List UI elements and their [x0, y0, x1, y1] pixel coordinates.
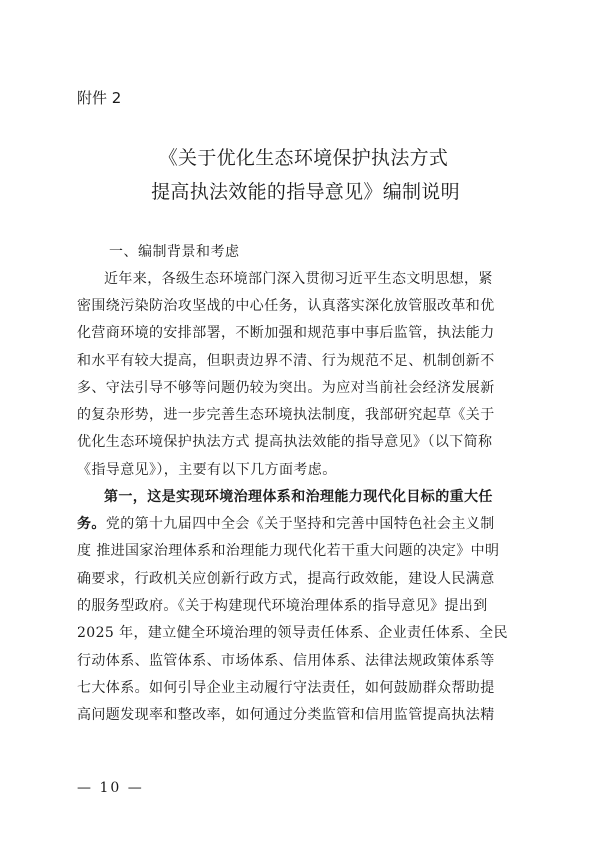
paragraph-line: 高问题发现率和整改率，如何通过分类监管和信用监管提高执法精 — [77, 707, 495, 723]
paragraph-line: 确要求，行政机关应创新行政方式，提高行政效能，建设人民满意 — [77, 571, 495, 587]
paragraph-line: 多、守法引导不够等问题仍较为突出。为应对当前社会经济发展新 — [77, 380, 495, 396]
paragraph-line: 和水平有较大提高，但职责边界不清、行为规范不足、机制创新不 — [77, 353, 495, 369]
paragraph-line — [77, 514, 522, 534]
paragraph-bold-line: 第一，这是实现环境治理体系和治理能力现代化目标的重大任 — [104, 489, 493, 505]
paragraph-text: 党的第十九届四中全会《关于坚持和完善中国特色社会主义制 — [105, 516, 495, 532]
paragraph-line: 《指导意见》），主要有以下几方面考虑。 — [77, 462, 337, 478]
paragraph-line: 度 推进国家治理体系和治理能力现代化若干重大问题的决定》中明 — [77, 543, 500, 559]
page-number: — 10 — — [77, 780, 144, 796]
paragraph-line: 行动体系、监管体系、市场体系、信用体系、法律法规政策体系等 — [77, 653, 495, 669]
paragraph-line: 2025 年，建立健全环境治理的领导责任体系、企业责任体系、全民 — [77, 625, 508, 641]
paragraph-line: 近年来，各级生态环境部门深入贯彻习近平生态文明思想，紧 — [104, 271, 493, 287]
paragraph-line: 密围绕污染防治攻坚战的中心任务，认真落实深化放管服改革和优 — [77, 298, 495, 314]
section-heading: 一、编制背景和考虑 — [109, 244, 240, 260]
attachment-label: 附件 2 — [77, 89, 122, 107]
paragraph-line: 的服务型政府。《关于构建现代环境治理体系的指导意见》提出到 — [77, 598, 488, 614]
document-title-line-1: 《关于优化生态环境保护执法方式 — [158, 147, 449, 169]
bold-lead-text: 务。 — [77, 516, 106, 532]
paragraph-line: 七大体系。如何引导企业主动履行守法责任，如何鼓励群众帮助提 — [77, 680, 495, 696]
document-title-line-2: 提高执法效能的指导意见》编制说明 — [151, 181, 460, 203]
paragraph-line: 优化生态环境保护执法方式 提高执法效能的指导意见》（以下简称 — [77, 434, 493, 450]
paragraph-line: 化营商环境的安排部署，不断加强和规范事中事后监管，执法能力 — [77, 325, 495, 341]
paragraph-line: 的复杂形势，进一步完善生态环境执法制度，我部研究起草《关于 — [77, 407, 495, 423]
